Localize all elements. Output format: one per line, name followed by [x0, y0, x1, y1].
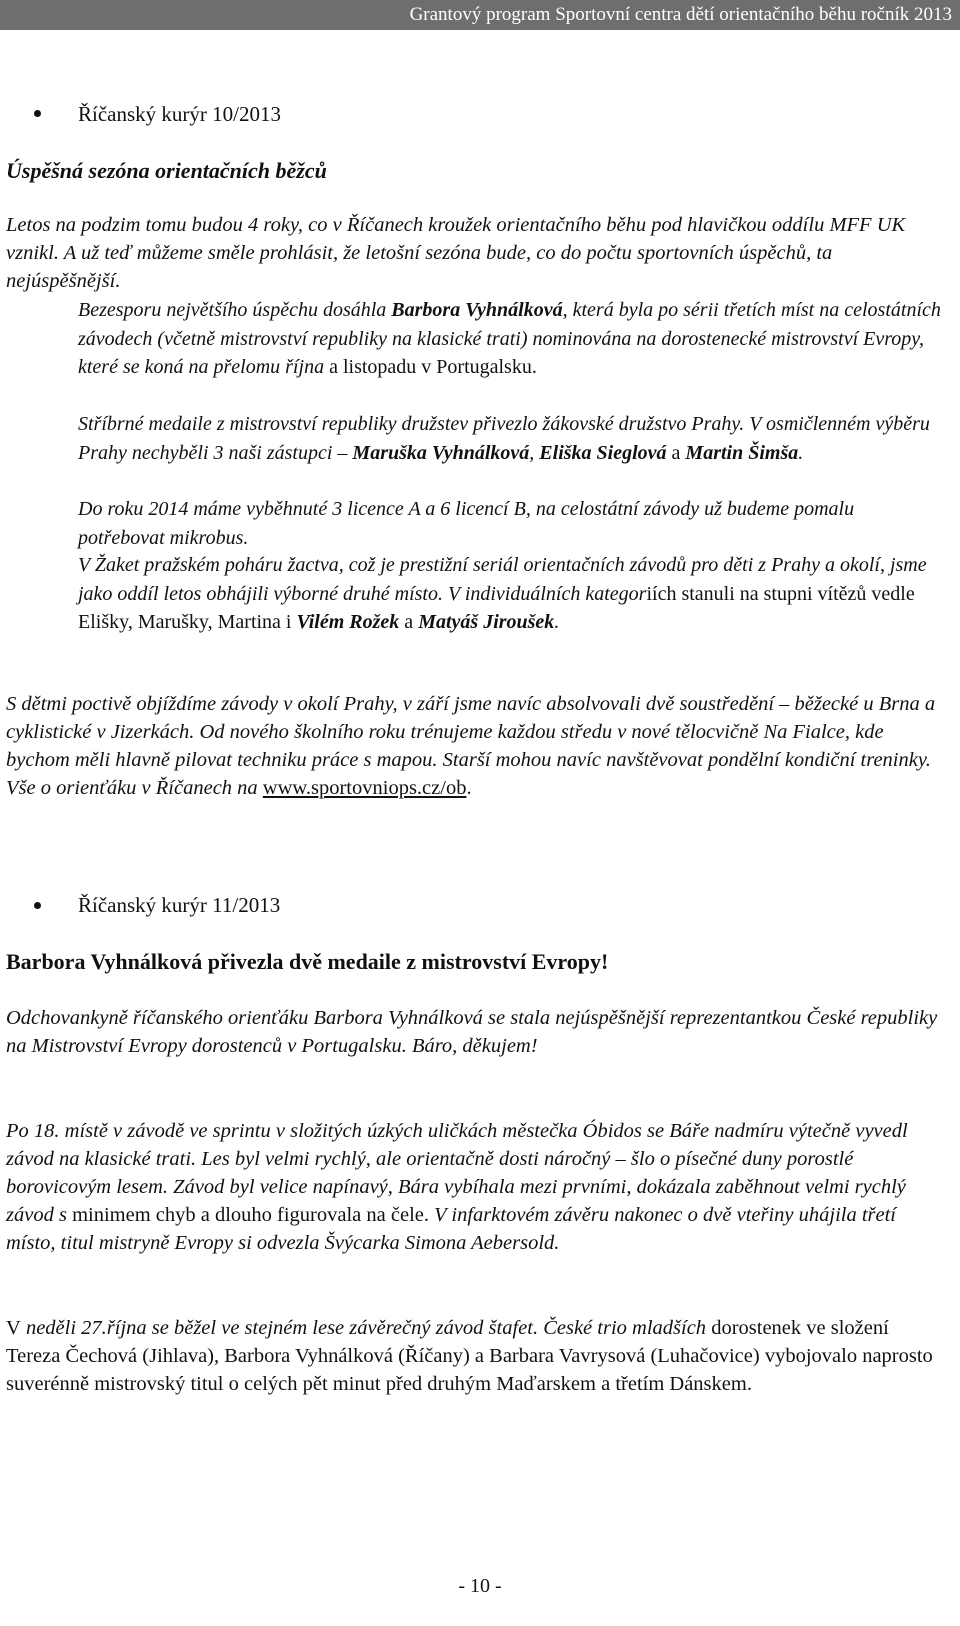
- section2-paragraph-1: Odchovankyně říčanského orienťáku Barbora Vyhnálková se stala nejúspěšnější reprezentantkou České republiky na Mistrovství Evropy dorostenců v Portugalsku. Báro, děkujem!: [6, 1007, 938, 1057]
- section1-paragraph-1: Bezesporu největšího úspěchu dosáhla Barbora Vyhnálková, která byla po sérii třetích míst na celostátních závodech (včetně mistrovství republiky na klasické trati) nominována na dorostenecké mistrovství Evropy, které se koná na přelomu října a listopadu v Portugalsku.: [78, 299, 941, 378]
- bullet-icon: [34, 902, 41, 909]
- person-name: Vilém Rožek: [296, 611, 400, 633]
- section2-paragraph-2: Po 18. místě v závodě ve sprintu v složitých úzkých uličkách městečka Óbidos se Báře nadmíru výtečně vyvedl závod na klasické trati. Les byl velmi rychlý, ale orientačně dosti náročný – šlo o písečné duny porostlé borovicovým lesem. Závod byl velice napínavý, Bára vybíhala mezi prvními, dokázala zaběhnout velmi rychlý závod s minimem chyb a dlouho figurovala na čele. V infarktovém závěru nakonec o dvě vteřiny uhájila třetí místo, titul mistryně Evropy si odvezla Švýcarka Simona Aebersold.: [6, 1120, 908, 1254]
- section1-bullet: Říčanský kurýr 10/2013: [78, 102, 281, 126]
- section1-paragraph-2: Stříbrné medaile z mistrovství republiky družstev přivezlo žákovské družstvo Prahy. V osmičlenném výběru Prahy nechyběli 3 naši zástupci – Maruška Vyhnálková, Eliška Sieglová a Martin Šimša.: [78, 413, 930, 464]
- website-link[interactable]: www.sportovniops.cz/ob: [262, 777, 467, 799]
- page-number: - 10 -: [458, 1575, 502, 1597]
- person-name: Barbora Vyhnálková: [391, 299, 563, 321]
- person-name: Martin Šimša: [685, 441, 799, 464]
- page-header: [0, 0, 960, 30]
- person-name: Matyáš Jiroušek: [418, 611, 555, 633]
- person-name: Eliška Sieglová: [539, 441, 667, 464]
- section2-heading: Barbora Vyhnálková přivezla dvě medaile z mistrovství Evropy!: [6, 949, 609, 974]
- header-title: Grantový program Sportovní centra dětí orientačního běhu ročník 2013: [409, 4, 952, 25]
- person-name: Maruška Vyhnálková: [352, 441, 530, 464]
- section1-paragraph-4: V Žaket pražském poháru žactva, což je prestižní seriál orientačních závodů pro děti z Prahy a okolí, jsme jako oddíl letos obhájili výborné druhé místo. V individuálních kategoriích stanuli na stupni vítězů vedle Elišky, Marušky, Martina i Vilém Rožek a Matyáš Jiroušek.: [78, 554, 927, 633]
- section1-paragraph-5: S dětmi poctivě objíždíme závody v okolí Prahy, v září jsme navíc absolvovali dvě soustředění – běžecké u Brna a cyklistické v Jizerkách. Od nového školního roku trénujeme každou středu v nové tělocvičně Na Fialce, kde bychom měli hlavně pilovat techniku práce s mapou. Starší mohou navíc navštěvovat pondělní kondiční treninky. Vše o orienťáku v Říčanech na www.sportovniops.cz/ob.: [6, 693, 936, 799]
- section1-paragraph-3: Do roku 2014 máme vyběhnuté 3 licence A a 6 licencí B, na celostátní závody už budeme pomalu potřebovat mikrobus.: [78, 498, 855, 549]
- section2-bullet: Říčanský kurýr 11/2013: [78, 893, 281, 917]
- bullet-icon: [34, 110, 41, 117]
- section2-paragraph-3: V neděli 27.října se běžel ve stejném lese závěrečný závod štafet. České trio mladších dorostenek ve složení Tereza Čechová (Jihlava), Barbora Vyhnálková (Říčany) a Barbara Vavrysová (Luhačovice) vybojovalo naprosto suverénně mistrovský titul o celých pět minut před druhým Maďarskem a třetím Dánskem.: [6, 1317, 933, 1395]
- section1-heading: Úspěšná sezóna orientačních běžců: [6, 158, 327, 183]
- section1-intro: Letos na podzim tomu budou 4 roky, co v Říčanech kroužek orientačního běhu pod hlavičkou oddílu MFF UK vznikl. A už teď můžeme směle prohlásit, že letošní sezóna bude, co do počtu sportovních úspěchů, ta nejúspěšnější.: [6, 214, 906, 292]
